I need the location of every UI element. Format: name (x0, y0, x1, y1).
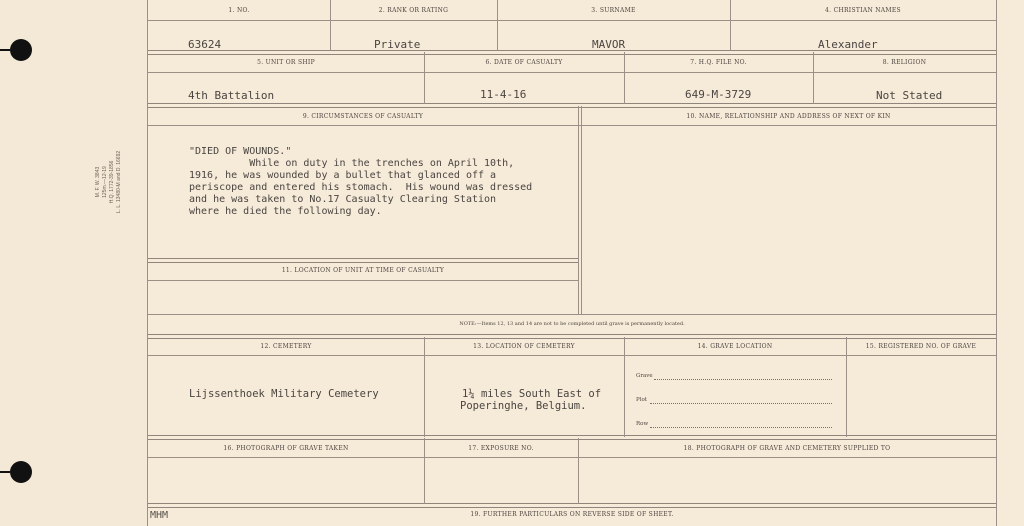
religion-label: 8. RELIGION (882, 59, 927, 66)
punch-hole-slot (0, 49, 10, 51)
hq-file-label: 7. H.Q. FILE NO. (690, 59, 747, 66)
location-unit-header-line (148, 280, 578, 281)
no-label: 1. NO. (228, 7, 250, 14)
unit-value: 4th Battalion (188, 89, 275, 102)
date-casualty-value: 11-4-16 (480, 88, 527, 101)
grave-label: Grave (636, 373, 653, 379)
location-cemetery-value-line1: 1¼ miles South East of (462, 388, 602, 400)
religion-value: Not Stated (876, 89, 943, 102)
grave-location-label: 14. GRAVE LOCATION (697, 343, 773, 350)
row-label: Row (636, 421, 649, 427)
plot-dotted-line (650, 403, 832, 404)
row5-bottom-line (148, 503, 996, 508)
location-cemetery-value-line2: Poperinghe, Belgium. (460, 400, 587, 412)
divider (624, 337, 625, 437)
punch-hole-top (10, 39, 32, 61)
row4-bottom-line (148, 435, 996, 440)
row5-header-line (148, 457, 996, 458)
location-unit-top-line (148, 258, 578, 263)
plot-label: Plot (636, 397, 647, 403)
circumstances-value: "DIED OF WOUNDS." While on duty in the trenches on April 10th, 1916, he was wounded by a bullet that glanced off a periscope and entered his stomach. His wound was dressed and he was taken to No.17 Casualty Clearing Station where he died the following day. (189, 146, 533, 217)
divider (846, 337, 847, 437)
row4-header-line (148, 355, 996, 356)
date-casualty-label: 6. DATE OF CASUALTY (485, 59, 563, 66)
location-unit-label: 11. LOCATION OF UNIT AT TIME OF CASUALTY (281, 267, 445, 274)
exposure-label: 17. EXPOSURE NO. (468, 445, 534, 452)
photo-taken-label: 16. PHOTOGRAPH OF GRAVE TAKEN (223, 445, 349, 452)
cemetery-label: 12. CEMETERY (260, 343, 312, 350)
row3-header-line (148, 125, 996, 126)
frame-right (996, 0, 997, 526)
surname-value: MAVOR (592, 38, 626, 51)
cemetery-value: Lijssenthoek Military Cemetery (189, 388, 379, 400)
surname-label: 3. SURNAME (591, 7, 636, 14)
unit-label: 5. UNIT OR SHIP (257, 59, 315, 66)
row-dotted-line (650, 427, 832, 428)
row1-header-line (148, 20, 996, 21)
further-particulars-label: 19. FURTHER PARTICULARS ON REVERSE SIDE OF SHEET. (470, 511, 674, 518)
no-value: 63624 (188, 38, 222, 51)
row2-bottom-line (148, 103, 996, 108)
note-bottom-line (148, 334, 996, 339)
divider (578, 106, 579, 314)
next-of-kin-label: 10. NAME, RELATIONSHIP AND ADDRESS OF NEXT OF KIN (686, 113, 891, 120)
christian-names-value: Alexander (818, 38, 878, 51)
hq-file-value: 649-M-3729 (685, 88, 752, 101)
clerk-initials: MHM (150, 510, 169, 521)
divider (424, 337, 425, 437)
form-code: M. F. W. 3843 125m.—12-19 H.Q. 1772-39-1856 L. L. 13480-M and D. 16692 (95, 150, 122, 214)
divider (581, 106, 582, 314)
rank-label: 2. RANK OR RATING (378, 7, 449, 14)
punch-hole-slot (0, 471, 10, 473)
registered-no-label: 15. REGISTERED NO. OF GRAVE (865, 343, 977, 350)
location-cemetery-label: 13. LOCATION OF CEMETERY (473, 343, 575, 350)
row2-header-line (148, 72, 996, 73)
note-top-line (148, 314, 996, 315)
note-text: NOTE:—Items 12, 13 and 14 are not to be completed until grave is permanently located. (459, 321, 685, 327)
christian-names-label: 4. CHRISTIAN NAMES (825, 7, 901, 14)
card-margin (0, 0, 148, 526)
circumstances-label: 9. CIRCUMSTANCES OF CASUALTY (302, 113, 424, 120)
photo-supplied-label: 18. PHOTOGRAPH OF GRAVE AND CEMETERY SUPPLIED TO (683, 445, 891, 452)
rank-value: Private (374, 38, 421, 51)
punch-hole-bottom (10, 461, 32, 483)
grave-dotted-line (654, 379, 832, 380)
